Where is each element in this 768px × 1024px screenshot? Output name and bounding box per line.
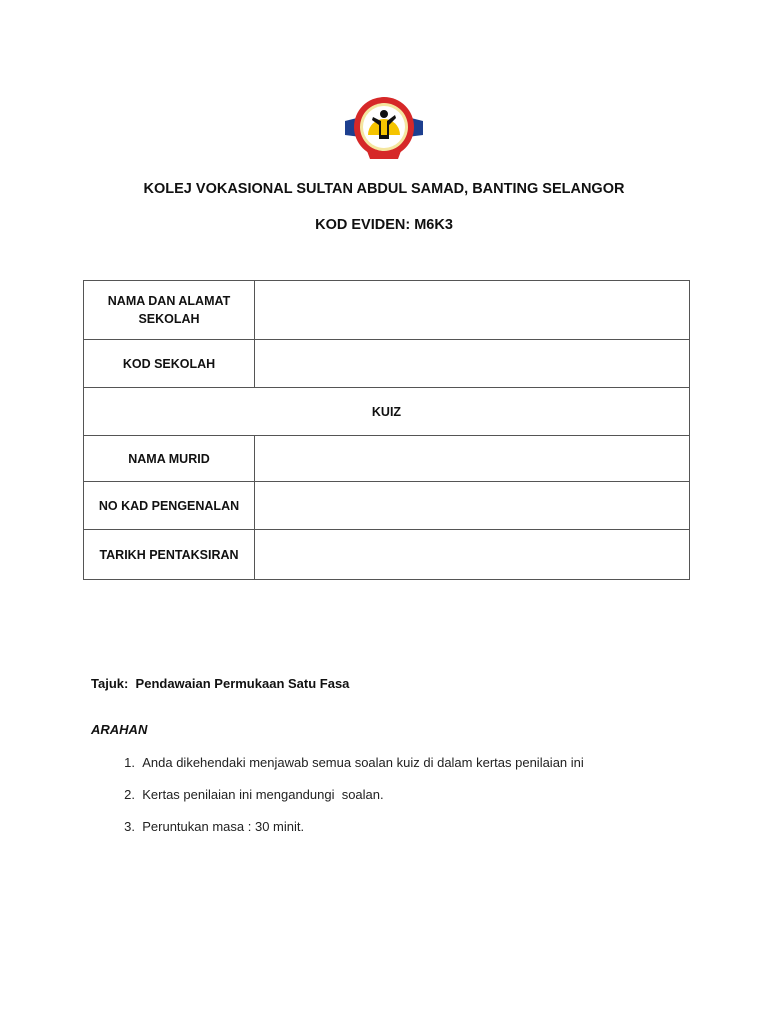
id-card-field[interactable] bbox=[255, 482, 690, 530]
student-name-field[interactable] bbox=[255, 436, 690, 482]
list-item-number: 2. bbox=[124, 787, 135, 802]
school-code-field[interactable] bbox=[255, 340, 690, 388]
table-row bbox=[84, 436, 690, 482]
id-card-label: NO KAD PENGENALAN bbox=[84, 482, 255, 530]
instructions-list bbox=[91, 755, 584, 851]
list-item-text bbox=[135, 819, 304, 851]
table-row bbox=[84, 281, 690, 340]
assessment-date-field[interactable] bbox=[255, 530, 690, 580]
list-item bbox=[91, 755, 584, 787]
college-crest-logo bbox=[343, 95, 425, 161]
school-name-address-label: NAMA DAN ALAMAT SEKOLAH bbox=[84, 281, 255, 340]
assessment-date-label: TARIKH PENTAKSIRAN bbox=[84, 530, 255, 580]
list-item-text-value: Anda dikehendaki menjawab semua soalan kuiz di dalam kertas penilaian ini bbox=[142, 755, 584, 770]
quiz-label: KUIZ bbox=[84, 388, 690, 436]
list-item-text-value: Peruntukan masa : 30 minit. bbox=[142, 819, 305, 834]
table-row bbox=[84, 482, 690, 530]
table-row bbox=[84, 530, 690, 580]
evidence-code-heading: KOD EVIDEN: M6K3 bbox=[315, 217, 453, 233]
list-item-text-value: Kertas penilaian ini mengandungi soalan. bbox=[142, 787, 384, 802]
list-item-number: 3. bbox=[124, 819, 135, 834]
table-row bbox=[84, 340, 690, 388]
student-name-label: NAMA MURID bbox=[84, 436, 255, 482]
school-name-address-field[interactable] bbox=[255, 281, 690, 340]
student-info-table bbox=[83, 280, 690, 580]
crest-icon bbox=[343, 95, 425, 161]
topic-title: Tajuk: Pendawaian Permukaan Satu Fasa bbox=[91, 676, 350, 691]
school-code-label: KOD SEKOLAH bbox=[84, 340, 255, 388]
list-item-number: 1. bbox=[124, 755, 135, 770]
table-row bbox=[84, 388, 690, 436]
list-item bbox=[91, 819, 584, 851]
list-item-text bbox=[135, 787, 384, 819]
list-item bbox=[91, 787, 584, 819]
list-item-text bbox=[135, 755, 584, 787]
school-name-heading: KOLEJ VOKASIONAL SULTAN ABDUL SAMAD, BANTING SELANGOR bbox=[143, 181, 625, 197]
instructions-heading: ARAHAN bbox=[91, 722, 148, 737]
